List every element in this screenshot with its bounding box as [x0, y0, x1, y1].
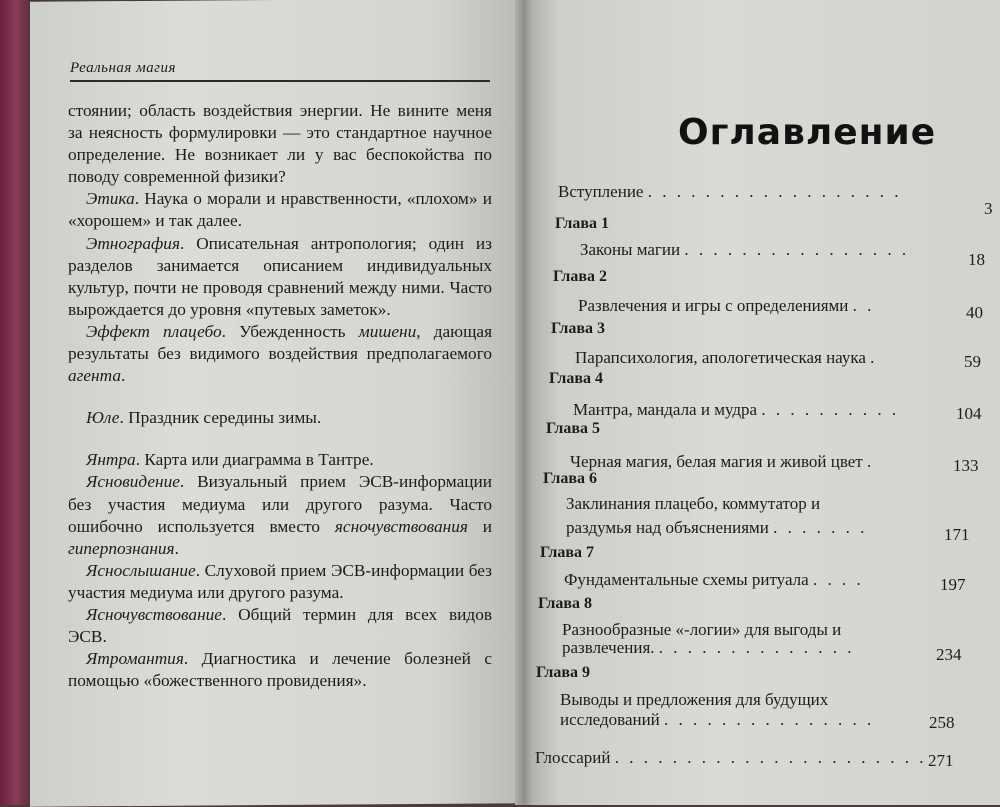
toc-page-number: 197: [940, 575, 966, 594]
glossary-definition: . Убежденность: [221, 321, 359, 341]
toc-page-number: 271: [928, 751, 954, 770]
toc-entry-title: Черная магия, белая магия и живой цвет: [570, 452, 863, 471]
toc-page-number: 3: [984, 199, 993, 218]
toc-entry: Фундаментальные схемы ритуала . . . .: [564, 570, 864, 589]
glossary-term: Янтра: [86, 450, 136, 470]
glossary-definition: .: [174, 538, 179, 558]
toc-entry-cont: развлечения. . . . . . . . . . . . . . .: [562, 638, 855, 657]
glossary-term: Яснослышание: [86, 560, 196, 580]
paragraph-text: стоянии; область воздействия энергии. Не вините меня за неясность формулировки — это стандартное научное определение. Не возникает ли у вас беспокойства по поводу современной физики?: [68, 101, 492, 187]
toc-page-number: 40: [966, 303, 983, 322]
running-head: Реальная магия: [70, 60, 490, 82]
glossary-term: Этика: [86, 189, 135, 209]
glossary-xref: ясночувствования: [334, 516, 468, 536]
toc-page-number: 59: [964, 352, 981, 371]
glossary-definition: дающая результаты без видимого воздействия предполагаемого: [68, 321, 493, 364]
toc-entry-title: Законы магии: [580, 240, 681, 259]
glossary-definition: . Слуховой прием ЭСВ-информации без участия медиума или другого разума.: [68, 560, 492, 602]
glossary-term: Ясновидение: [86, 472, 180, 492]
toc-entry-title: Заклинания плацебо, коммутатор и: [566, 494, 821, 513]
toc-entry-title: Вступление: [558, 182, 644, 201]
toc-intro: Вступление . . . . . . . . . . . . . . . . . .: [558, 182, 902, 201]
toc-chapter-label: Глава 7: [540, 544, 594, 561]
glossary-definition: .: [120, 366, 126, 386]
toc-entry-title: Выводы и предложения для будущих: [560, 690, 829, 709]
toc-chapter-label: Глава 4: [549, 370, 603, 387]
toc-page-number: 104: [956, 404, 982, 423]
toc-entry: Мантра, мандала и мудра . . . . . . . . . .: [573, 400, 900, 419]
toc-entry-title: Мантра, мандала и мудра: [573, 400, 758, 419]
toc-page-number: 133: [953, 456, 979, 475]
toc-chapter-label: Глава 1: [555, 215, 609, 232]
toc-chapter-label: Глава 6: [543, 470, 597, 487]
toc-page-number: 234: [936, 645, 962, 664]
toc-entry: Законы магии . . . . . . . . . . . . . . . .: [580, 240, 910, 259]
toc-entry-title: Парапсихология, апологетическая наука: [575, 348, 866, 367]
glossary-xref: гиперпознания: [68, 538, 175, 558]
glossary-xref: мишени,: [358, 321, 421, 341]
toc-chapter-label: Глава 2: [553, 268, 607, 285]
toc-entry-title: Фундаментальные схемы ритуала: [564, 570, 809, 589]
toc-entry-title: Глоссарий: [535, 748, 611, 767]
glossary-definition: . Наука о морали и нравственности, «плохом» и «хорошем» и так далее.: [68, 189, 492, 231]
toc-entry-title: Развлечения и игры с определениями: [578, 296, 849, 315]
glossary-definition: . Общий термин для всех видов ЭСВ.: [68, 604, 492, 647]
glossary-term: Ятромантия: [86, 649, 184, 669]
toc-chapter-label: Глава 9: [536, 664, 590, 681]
toc-chapter-label: Глава 8: [538, 595, 592, 612]
glossary-definition: . Диагностика и лечение болезней с помощью «божественного провидения».: [68, 649, 492, 691]
glossary-term: Ясночувствование: [86, 604, 222, 624]
toc-entry-title: исследований: [560, 710, 660, 729]
glossary-definition: . Визуальный прием ЭСВ-информации без участия медиума или другого разума. Часто ошибочно используется вместо: [68, 472, 492, 536]
toc-entry: [560, 690, 828, 710]
toc-page-number: 258: [929, 713, 955, 732]
toc-entry: [566, 494, 820, 514]
toc-entry-cont: раздумья над объяснениями . . . . . . .: [566, 518, 868, 537]
glossary-definition: и: [467, 516, 492, 536]
toc-entry-title: развлечения.: [562, 638, 655, 657]
glossary-definition: . Праздник середины зимы.: [119, 408, 322, 428]
glossary-term: Эффект плацебо: [86, 321, 222, 341]
toc-chapter-label: Глава 3: [551, 320, 605, 337]
glossary-term: Этнография: [86, 233, 180, 253]
toc-entry: [562, 620, 841, 640]
toc-glossary: Глоссарий . . . . . . . . . . . . . . . . . . . . . .: [535, 748, 927, 767]
toc-title: Оглавление: [678, 112, 937, 153]
glossary-term: Юле: [86, 408, 120, 428]
toc-chapter-label: Глава 5: [546, 420, 600, 437]
toc-entry: Развлечения и игры с определениями . .: [578, 296, 875, 315]
toc-page-number: 18: [968, 250, 985, 269]
toc-entry-cont: исследований . . . . . . . . . . . . . . .: [560, 710, 875, 729]
toc-entry: Парапсихология, апологетическая наука .: [575, 348, 878, 367]
glossary-definition: . Описательная антропология; один из разделов занимается описанием индивидуальных культур, почти не проводя сравнений между ними. Часто вырождается до уровня «путевых заметок».: [68, 233, 492, 319]
toc-page-number: 171: [944, 525, 970, 544]
toc-entry-title: раздумья над объяснениями: [566, 518, 769, 537]
glossary-definition: . Карта или диаграмма в Тантре.: [135, 450, 374, 470]
toc-entry-title: Разнообразные «-логии» для выгоды и: [562, 620, 842, 639]
glossary-xref: агента: [68, 366, 121, 386]
toc-entry: Черная магия, белая магия и живой цвет .: [570, 452, 875, 471]
